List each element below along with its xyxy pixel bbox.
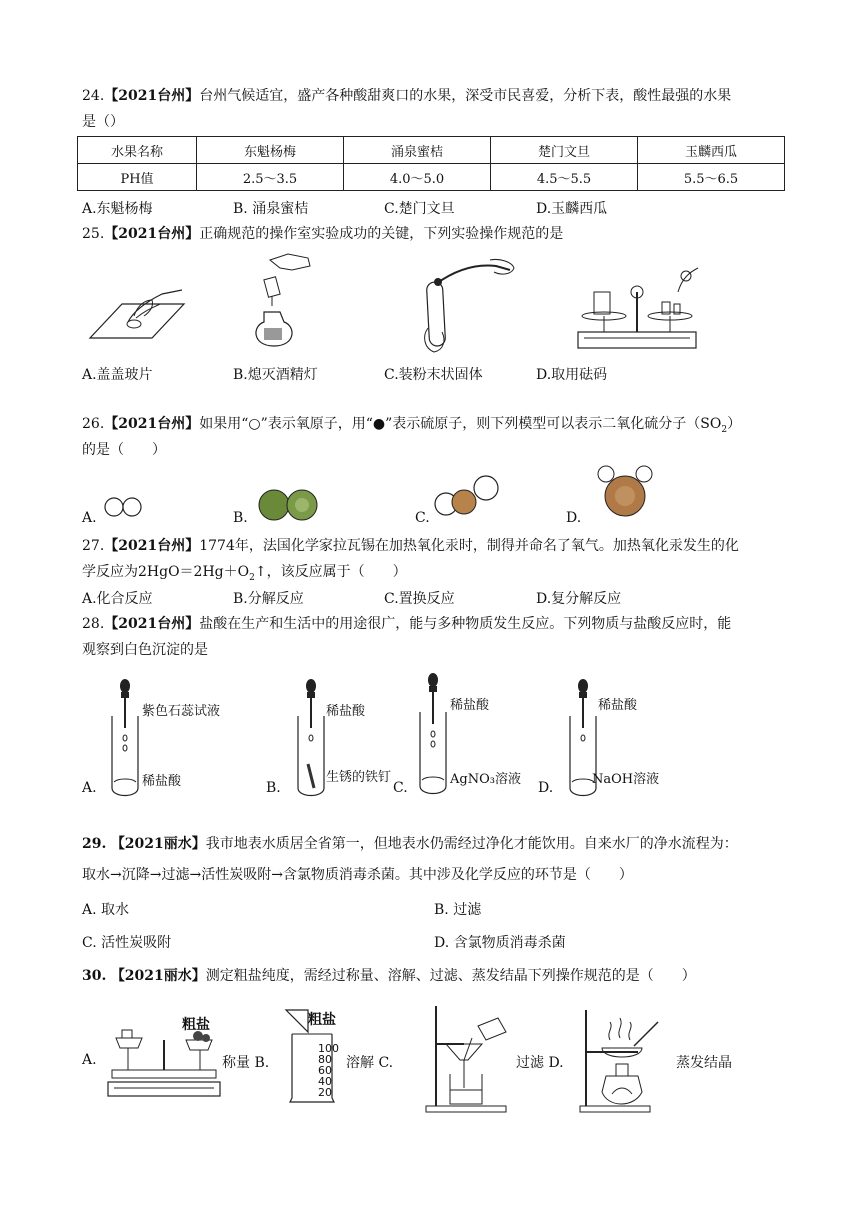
- question-source: 【2021台州】: [104, 226, 200, 242]
- question-number: 26.: [82, 416, 105, 432]
- question-text: ↑，该反应属于（ ）: [254, 564, 407, 580]
- option-c[interactable]: C.置换反应: [384, 591, 455, 607]
- option-d[interactable]: D.: [566, 510, 582, 526]
- filtration-illustration: [424, 1004, 514, 1114]
- molecule-model-a: [104, 496, 144, 518]
- alcohol-lamp-illustration: [248, 252, 318, 352]
- q24-stem-line1: [82, 86, 731, 106]
- molecule-model-d: [588, 466, 662, 518]
- option-b[interactable]: B.: [233, 510, 248, 526]
- cylinder-scale: [318, 1043, 339, 1098]
- dropper-tube-icon: [108, 678, 138, 800]
- question-number: 25.: [82, 226, 105, 242]
- q25-stem: [82, 224, 563, 244]
- question-source: 【2021台州】: [104, 616, 200, 632]
- q26-stem-line1: [82, 414, 741, 440]
- option-d[interactable]: D.: [538, 780, 554, 796]
- option-a[interactable]: A.盖盖玻片: [82, 367, 153, 383]
- reagent-label: AgNO₃溶液: [450, 772, 521, 787]
- option-d[interactable]: D.取用砝码: [536, 367, 608, 383]
- cover-slip-illustration: [90, 290, 190, 350]
- scale-mark: 40: [318, 1075, 332, 1088]
- option-a[interactable]: A.: [82, 780, 97, 796]
- scale-mark: 100: [318, 1042, 339, 1055]
- option-b[interactable]: B. 过滤: [434, 902, 482, 918]
- option-c[interactable]: C.装粉末状固体: [384, 367, 483, 383]
- option-c[interactable]: C.: [415, 510, 430, 526]
- option-a[interactable]: A.化合反应: [82, 591, 153, 607]
- question-text: 正确规范的操作室实验成功的关键，下列实验操作规范的是: [199, 226, 564, 242]
- option-d[interactable]: D.玉麟西瓜: [536, 201, 608, 217]
- table-cell: 2.5～3.5: [197, 164, 344, 191]
- scale-mark: 60: [318, 1064, 332, 1077]
- q24-stem-line2: 是（）: [82, 114, 124, 130]
- reagent-label: 稀盐酸: [598, 698, 638, 713]
- question-source: 【2021台州】: [104, 538, 200, 554]
- reagent-label: 稀盐酸: [450, 698, 490, 713]
- table-cell: PH值: [78, 164, 197, 191]
- salt-label: 粗盐: [308, 1012, 336, 1028]
- q29-stem-line2: 取水→沉降→过滤→活性炭吸附→含氯物质消毒杀菌。其中涉及化学反应的环节是（ ）: [82, 867, 633, 883]
- q27-stem-line2: [82, 562, 407, 588]
- option-a[interactable]: A.: [82, 510, 97, 526]
- table-cell: 东魁杨梅: [197, 137, 344, 164]
- option-d[interactable]: D. 含氯物质消毒杀菌: [434, 935, 566, 951]
- question-number: 30.: [82, 968, 107, 984]
- option-a[interactable]: A.东魁杨梅: [82, 201, 153, 217]
- question-text: 台州气候适宜，盛产各种酸甜爽口的水果，深受市民喜爱，分析下表，酸性最强的水果: [199, 88, 732, 104]
- subscript: 2: [249, 572, 255, 583]
- dropper-tube-icon: [416, 672, 446, 800]
- option-b[interactable]: B.分解反应: [233, 591, 304, 607]
- option-c[interactable]: 溶解 C.: [346, 1055, 394, 1071]
- dropper-tube-icon: [294, 678, 324, 800]
- option-d[interactable]: D.复分解反应: [536, 591, 622, 607]
- question-source: 【2021台州】: [104, 416, 200, 432]
- question-number: 28.: [82, 616, 105, 632]
- option-b[interactable]: B.熄灭酒精灯: [233, 367, 318, 383]
- question-number: 24.: [82, 88, 105, 104]
- question-text: 如果用“○”表示氧原子，用“●”表示硫原子，则下列模型可以表示二氧化硫分子（SO: [199, 416, 722, 432]
- table-cell: 4.0～5.0: [344, 164, 491, 191]
- q30-stem: [82, 966, 696, 986]
- reagent-label: 紫色石蕊试液: [142, 704, 221, 719]
- question-text: ）: [727, 416, 742, 432]
- q26-stem-line2: 的是（ ）: [82, 442, 166, 458]
- question-source: 【2021丽水】: [110, 968, 206, 984]
- table-header-row: [78, 137, 785, 164]
- molecule-model-b: [258, 488, 328, 522]
- option-b[interactable]: 称量 B.: [222, 1055, 270, 1071]
- option-c[interactable]: C.: [393, 780, 408, 796]
- balance-illustration: [574, 262, 704, 352]
- table-cell: 5.5～6.5: [638, 164, 785, 191]
- question-number: 29.: [82, 836, 107, 852]
- option-b[interactable]: B.: [266, 780, 281, 796]
- question-number: 27.: [82, 538, 105, 554]
- table-cell: 水果名称: [78, 137, 197, 164]
- table-cell: 玉麟西瓜: [638, 137, 785, 164]
- reagent-label: 稀盐酸: [326, 704, 366, 719]
- powder-tube-illustration: [418, 252, 518, 357]
- question-text: 学反应为2HgO＝2Hg＋O: [82, 564, 250, 580]
- q28-stem-line1: [82, 614, 731, 634]
- option-d[interactable]: 过滤 D.: [516, 1055, 564, 1071]
- table-cell: 4.5～5.5: [491, 164, 638, 191]
- reagent-label: 生锈的铁钉: [326, 770, 392, 785]
- question-text: 测定粗盐纯度，需经过称量、溶解、过滤、蒸发结晶下列操作规范的是（ ）: [205, 968, 696, 984]
- reagent-label: 稀盐酸: [142, 774, 182, 789]
- option-a[interactable]: A. 取水: [82, 902, 130, 918]
- question-text: 1774年，法国化学家拉瓦锡在加热氧化汞时，制得并命名了氧气。加热氧化汞发生的化: [199, 538, 739, 554]
- option-c[interactable]: C.楚门文旦: [384, 201, 455, 217]
- table-cell: 涌泉蜜桔: [344, 137, 491, 164]
- subscript: 2: [721, 424, 728, 435]
- reagent-label: NaOH溶液: [592, 772, 660, 787]
- question-source: 【2021台州】: [104, 88, 200, 104]
- question-text: 盐酸在生产和生活中的用途很广，能与多种物质发生反应。下列物质与盐酸反应时，能: [199, 616, 732, 632]
- q27-stem-line1: [82, 536, 739, 556]
- scale-mark: 80: [318, 1053, 332, 1066]
- question-source: 【2021丽水】: [110, 836, 206, 852]
- fruit-ph-table: [77, 136, 785, 191]
- q29-stem-line1: [82, 834, 738, 854]
- option-b[interactable]: B. 涌泉蜜桔: [233, 201, 309, 217]
- salt-label: 粗盐: [182, 1017, 210, 1033]
- question-text: 我市地表水质居全省第一，但地表水仍需经过净化才能饮用。自来水厂的净水流程为：: [205, 836, 738, 852]
- evaporation-illustration: [578, 1008, 668, 1114]
- option-a[interactable]: A.: [82, 1052, 97, 1068]
- option-d-label: 蒸发结晶: [676, 1055, 732, 1071]
- scale-mark: 20: [318, 1086, 332, 1099]
- q28-stem-line2: 观察到白色沉淀的是: [82, 642, 208, 658]
- molecule-model-c: [434, 474, 500, 518]
- table-row: [78, 164, 785, 191]
- table-cell: 楚门文旦: [491, 137, 638, 164]
- balance-weighing-illustration: [104, 1026, 224, 1100]
- option-c[interactable]: C. 活性炭吸附: [82, 935, 172, 951]
